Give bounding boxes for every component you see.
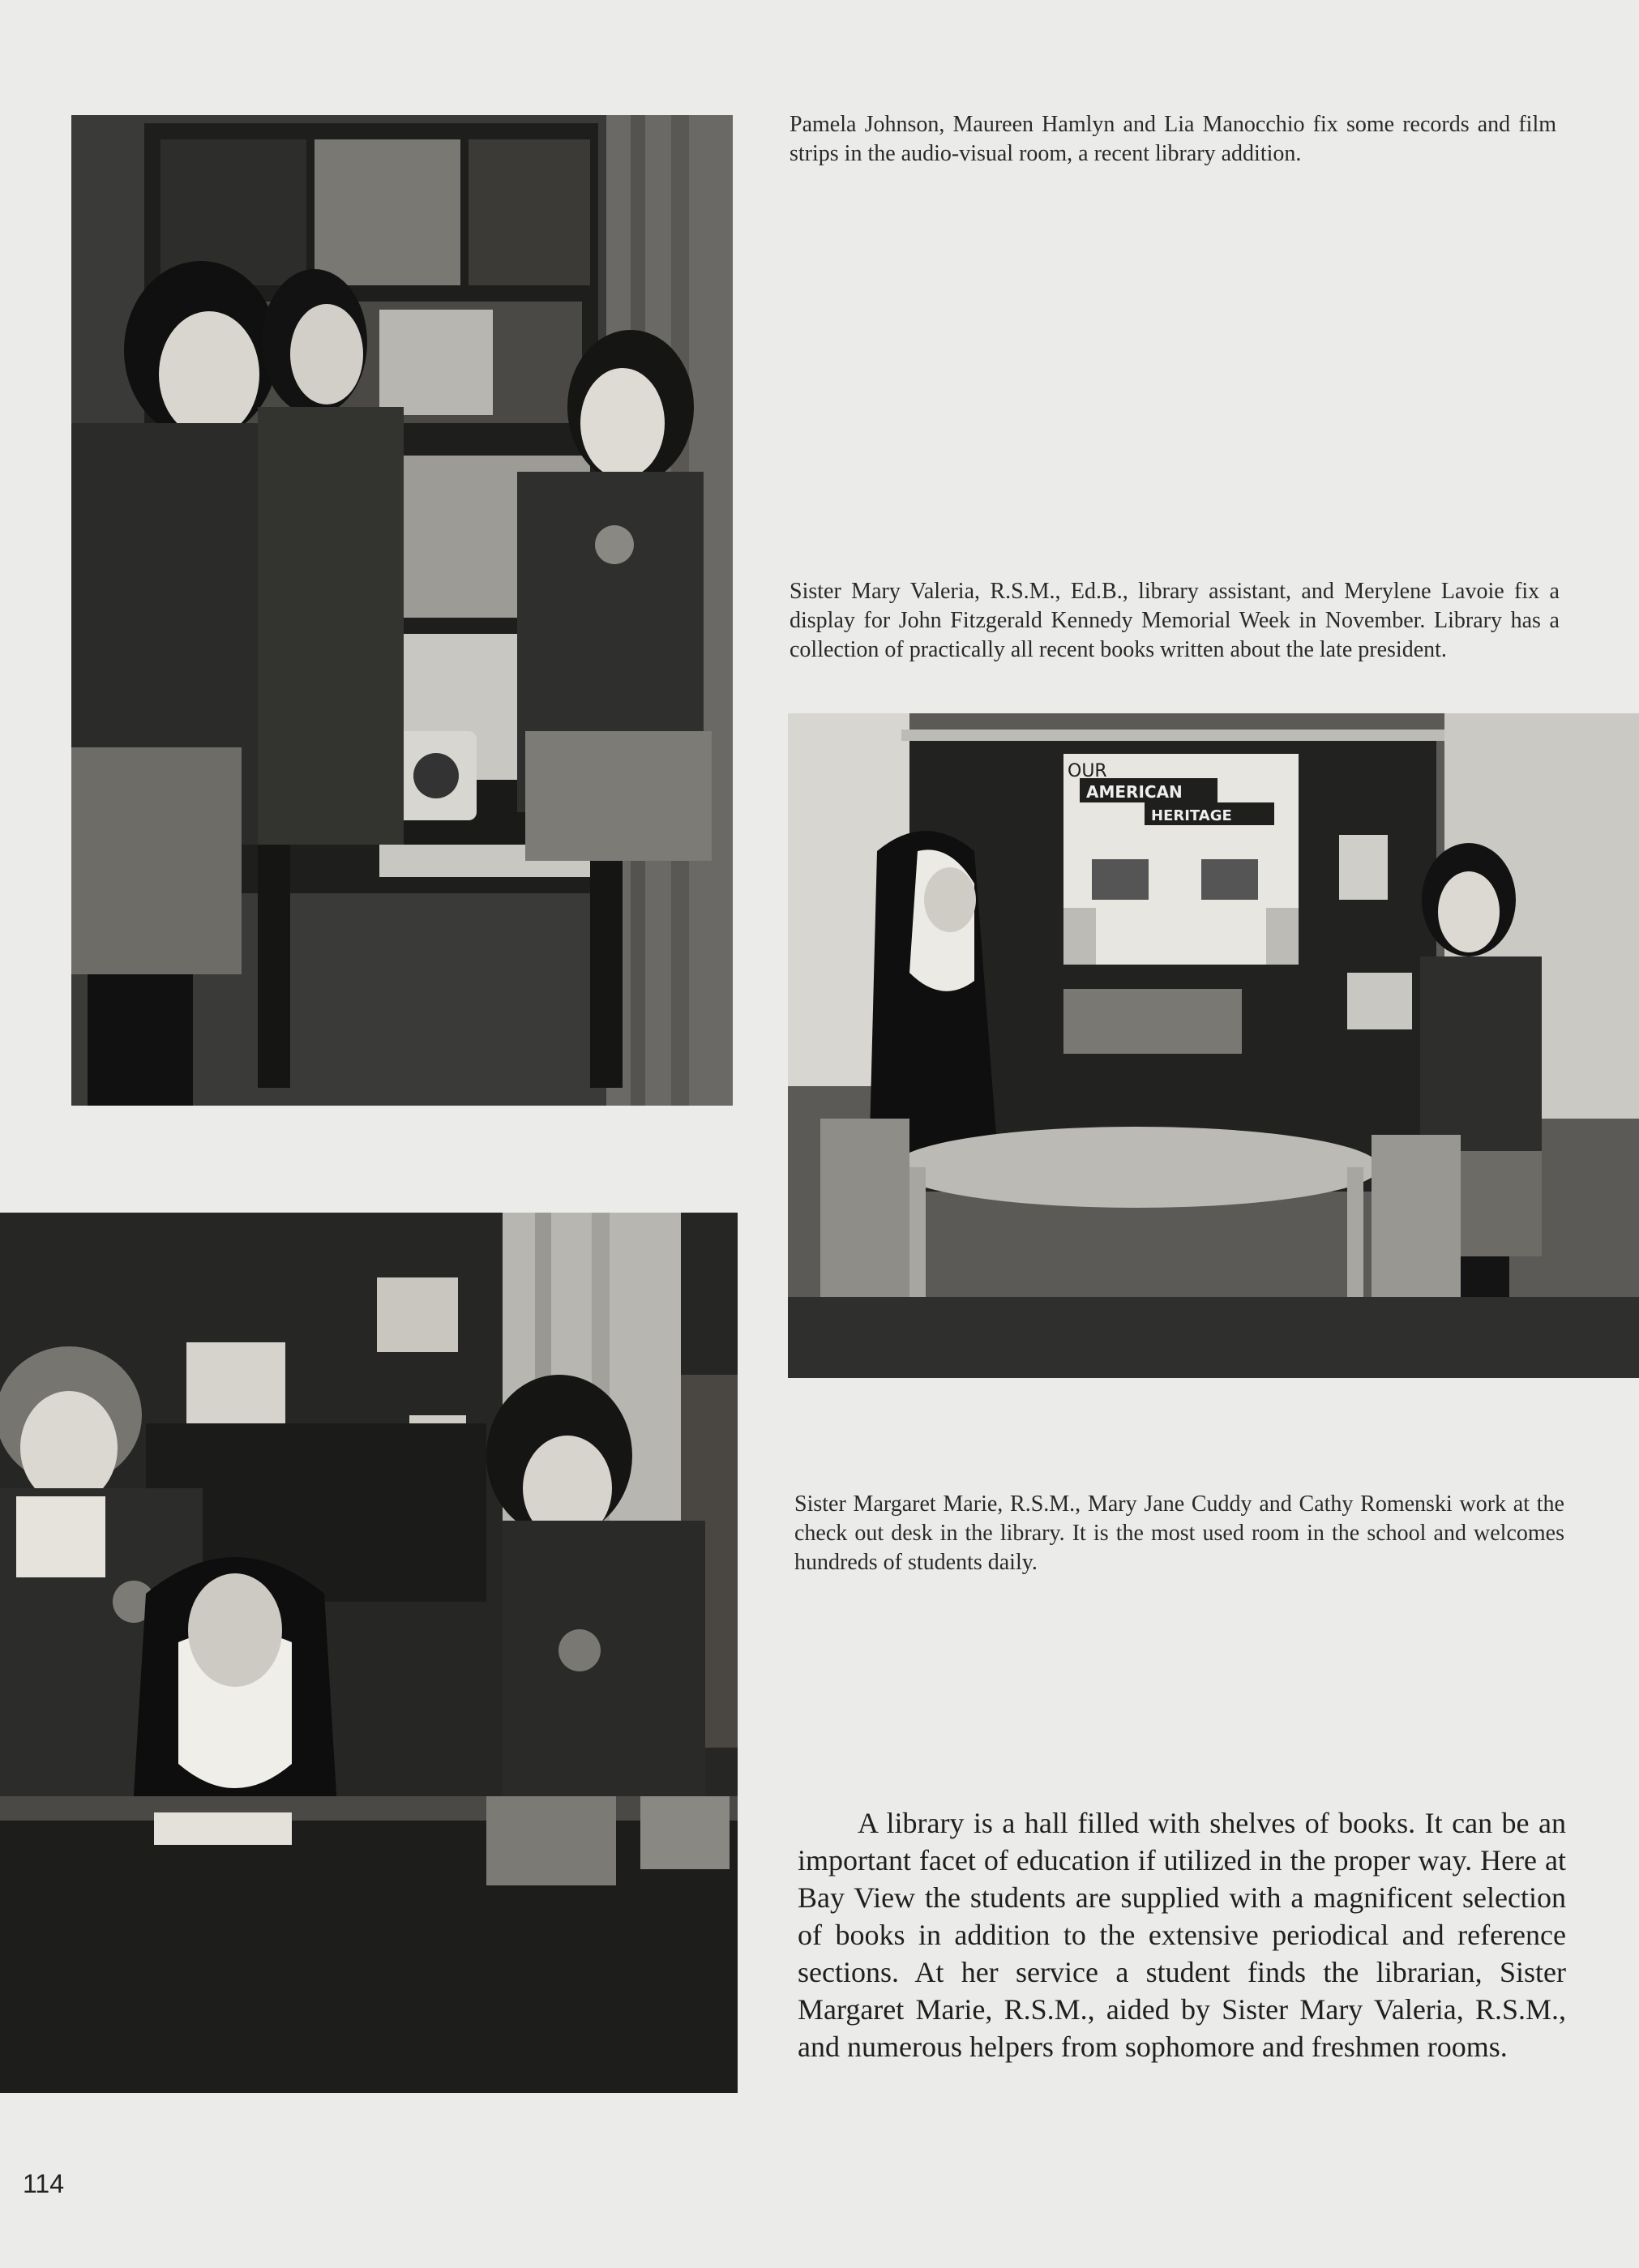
caption-av-room: Pamela Johnson, Maureen Hamlyn and Lia Manocchio fix some records and film strips in the audio-visual room, a recent library addition. — [790, 112, 1556, 166]
caption-checkout-desk: Sister Margaret Marie, R.S.M., Mary Jane Cuddy and Cathy Romenski work at the check out desk in the library. It is the most used room in the school and welcomes hundreds of students daily. — [794, 1491, 1564, 1575]
photo-av-room-image — [71, 115, 733, 1106]
library-body-text: A library is a hall filled with shelves of books. It can be an important facet of education if utilized in the proper way. Here at Bay View the students are supplied with a magnificent selection of books in addition to the extensive periodical and reference sections. At her service a student finds the librarian, Sister Margaret Marie, R.S.M., aided by Sister Mary Valeria, R.S.M., and numerous helpers from sophomore and freshmen rooms. — [798, 1807, 1566, 2063]
photo-checkout-desk — [0, 1213, 738, 2093]
poster-sign-heritage: HERITAGE — [1151, 807, 1232, 824]
photo-kennedy-display-image — [788, 713, 1639, 1378]
caption-kennedy-display: Sister Mary Valeria, R.S.M., Ed.B., library assistant, and Merylene Lavoie fix a display for John Fitzgerald Kennedy Memorial Week in November. Library has a collection of practically all recent books written about the late president. — [790, 579, 1560, 662]
poster-sign-our: OUR — [1068, 761, 1107, 781]
photo-audio-visual-room — [71, 115, 733, 1106]
poster-sign-american: AMERICAN — [1086, 782, 1183, 802]
photo-kennedy-display — [788, 713, 1639, 1378]
photo-checkout-desk-image — [0, 1213, 738, 2093]
page-number: 114 — [23, 2169, 65, 2198]
